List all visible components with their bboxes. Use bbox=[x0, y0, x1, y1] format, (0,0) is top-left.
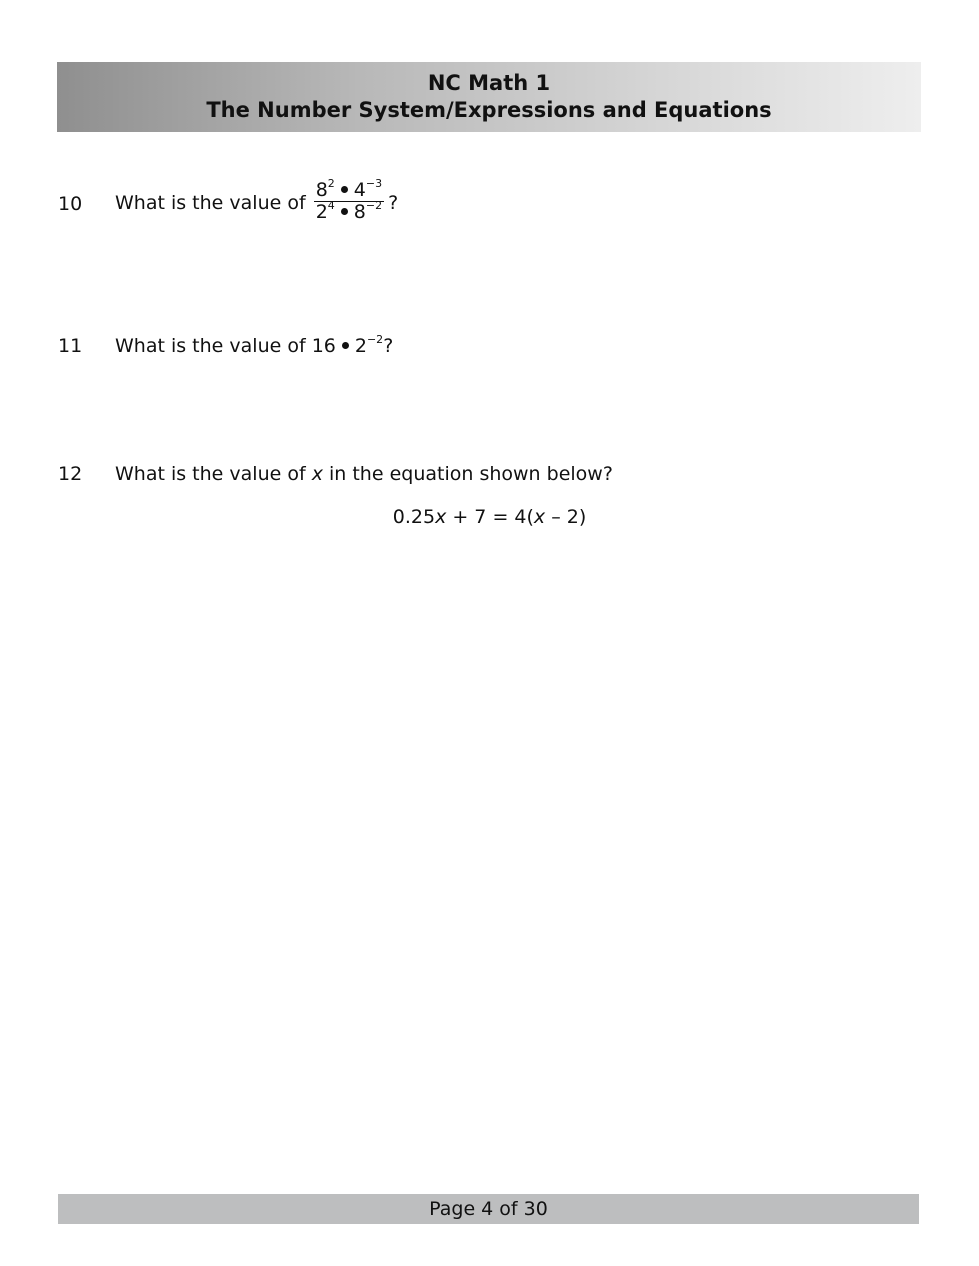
page-header bbox=[57, 62, 921, 132]
question-prompt-end: in the equation shown below? bbox=[322, 463, 613, 485]
question-number: 11 bbox=[58, 335, 83, 357]
exponent: 2 bbox=[327, 177, 335, 190]
base: 2 bbox=[315, 201, 328, 223]
multiplication-dot-icon bbox=[341, 186, 348, 193]
multiplication-dot-icon bbox=[342, 342, 349, 349]
question-11 bbox=[0, 334, 979, 362]
question-text bbox=[115, 462, 613, 486]
question-text bbox=[115, 334, 393, 358]
question-mark: ? bbox=[388, 192, 399, 214]
equation-part: 0.25 bbox=[392, 506, 436, 528]
variable: x bbox=[311, 463, 323, 485]
base: 4 bbox=[353, 179, 366, 201]
question-prompt: What is the value of bbox=[115, 463, 312, 485]
page-number: Page 4 of 30 bbox=[429, 1198, 548, 1220]
multiplication-dot-icon bbox=[341, 208, 348, 215]
question-text bbox=[115, 177, 399, 225]
question-10 bbox=[0, 177, 979, 230]
equation bbox=[0, 505, 979, 529]
question-number: 12 bbox=[58, 463, 83, 485]
unit-title: The Number System/Expressions and Equations bbox=[206, 98, 772, 122]
exponent: −2 bbox=[366, 333, 384, 346]
exponent: 4 bbox=[327, 199, 335, 212]
equation-part: + 7 = 4( bbox=[446, 506, 534, 528]
question-12 bbox=[0, 462, 979, 490]
question-number: 10 bbox=[58, 193, 83, 215]
equation-part: – 2) bbox=[545, 506, 587, 528]
question-prompt: What is the value of 16 bbox=[115, 335, 336, 357]
exponent: −2 bbox=[365, 199, 383, 212]
base: 8 bbox=[315, 179, 328, 201]
fraction-denominator bbox=[314, 199, 384, 223]
base: 2 bbox=[354, 335, 367, 357]
variable: x bbox=[533, 506, 546, 528]
course-title: NC Math 1 bbox=[427, 71, 551, 95]
fraction-expression bbox=[314, 177, 384, 223]
page-footer bbox=[58, 1194, 919, 1224]
variable: x bbox=[435, 506, 447, 528]
base: 8 bbox=[353, 201, 366, 223]
question-mark: ? bbox=[383, 335, 394, 357]
exponent: −3 bbox=[365, 177, 383, 190]
question-prompt: What is the value of bbox=[115, 192, 306, 214]
